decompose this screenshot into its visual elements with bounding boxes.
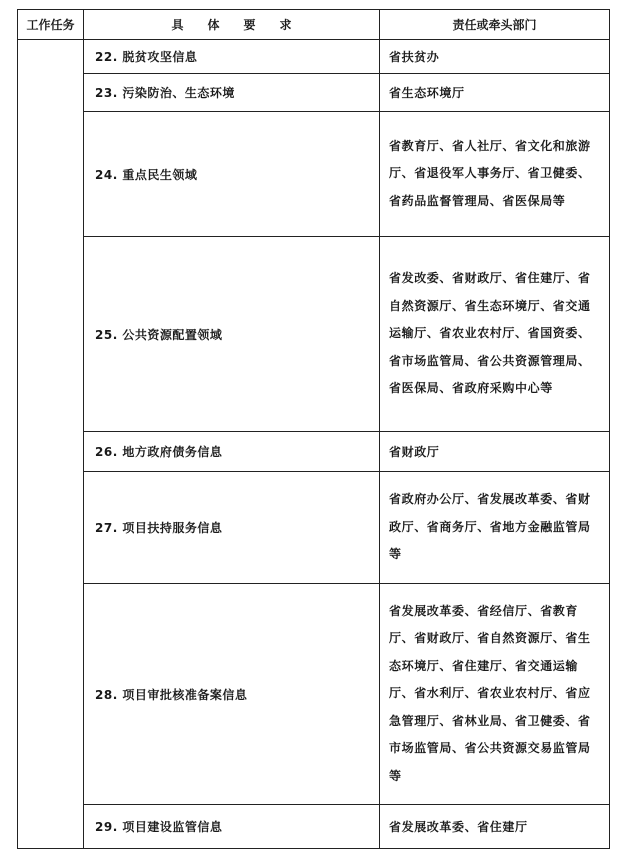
document-sheet [17, 9, 609, 849]
requirement-cell: 22. 脱贫攻坚信息 [84, 40, 380, 74]
requirement-cell: 29. 项目建设监管信息 [84, 805, 380, 849]
department-cell: 省发改委、省财政厅、省住建厅、省自然资源厅、省生态环境厅、省交通运输厅、省农业农村厅、省国资委、省市场监管局、省公共资源管理局、省医保局、省政府采购中心等 [380, 237, 610, 432]
header-requirement: 具 体 要 求 [84, 10, 380, 40]
department-cell: 省生态环境厅 [380, 74, 610, 112]
table-row [18, 112, 610, 237]
department-cell: 省发展改革委、省经信厅、省教育厅、省财政厅、省自然资源厅、省生态环境厅、省住建厅、省交通运输厅、省水利厅、省农业农村厅、省应急管理厅、省林业局、省卫健委、省市场监管局、省公共资源交易监管局等 [380, 584, 610, 805]
table-header-row [18, 10, 610, 40]
header-task: 工作任务 [18, 10, 84, 40]
table-row [18, 472, 610, 584]
requirement-cell: 24. 重点民生领域 [84, 112, 380, 237]
department-cell: 省财政厅 [380, 432, 610, 472]
requirement-cell: 23. 污染防治、生态环境 [84, 74, 380, 112]
table-row [18, 40, 610, 74]
requirement-cell: 26. 地方政府债务信息 [84, 432, 380, 472]
table-row [18, 805, 610, 849]
department-cell: 省扶贫办 [380, 40, 610, 74]
table-row [18, 237, 610, 432]
task-cell [18, 40, 84, 849]
department-cell: 省政府办公厅、省发展改革委、省财政厅、省商务厅、省地方金融监管局等 [380, 472, 610, 584]
requirement-cell: 27. 项目扶持服务信息 [84, 472, 380, 584]
requirement-cell: 25. 公共资源配置领域 [84, 237, 380, 432]
table-row [18, 584, 610, 805]
table-row [18, 74, 610, 112]
requirement-cell: 28. 项目审批核准备案信息 [84, 584, 380, 805]
department-cell: 省教育厅、省人社厅、省文化和旅游厅、省退役军人事务厅、省卫健委、省药品监督管理局、省医保局等 [380, 112, 610, 237]
table-row [18, 432, 610, 472]
task-table [17, 9, 610, 849]
header-department: 责任或牵头部门 [380, 10, 610, 40]
department-cell: 省发展改革委、省住建厅 [380, 805, 610, 849]
